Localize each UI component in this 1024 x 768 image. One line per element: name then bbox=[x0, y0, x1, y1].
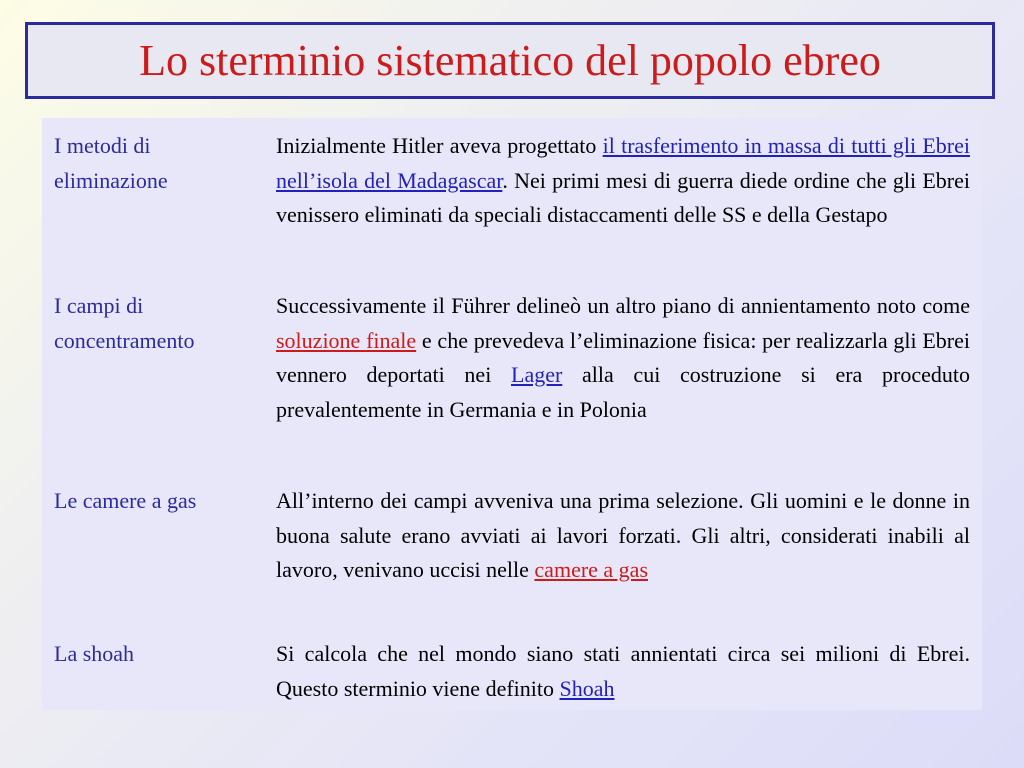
row-text bbox=[276, 484, 970, 588]
text-segment: Successivamente il Führer delineò un altro piano di annientamento noto come bbox=[276, 293, 970, 318]
text-segment: . Nei primi mesi di guerra diede ordine che gli Ebrei venissero eliminati da speciali distaccamenti delle SS e della Gestapo bbox=[276, 167, 970, 227]
madagascar-link[interactable]: il trasferimento in massa di tutti gli Ebrei nell’isola del Madagascar bbox=[276, 133, 971, 193]
text-segment: Si calcola che nel mondo siano stati annientati circa sei milioni di Ebrei. Questo sterminio viene definito bbox=[276, 641, 970, 701]
row-label-line: I campi di bbox=[54, 293, 144, 318]
slide-title: Lo sterminio sistematico del popolo ebreo bbox=[139, 35, 881, 85]
row-label-line: eliminazione bbox=[54, 167, 168, 193]
row-label bbox=[54, 289, 264, 358]
text-segment: alla cui costruzione si era proceduto prevalentemente in Germania e in Polonia bbox=[276, 362, 970, 422]
row-text bbox=[276, 637, 970, 706]
soluzione-finale-link[interactable]: soluzione finale bbox=[276, 327, 417, 353]
row-label-line: I metodi di bbox=[54, 133, 151, 158]
row-label bbox=[54, 129, 264, 198]
row-text bbox=[276, 129, 970, 233]
row-text bbox=[276, 289, 970, 427]
title-box bbox=[25, 22, 995, 99]
text-segment: e che prevedeva l’eliminazione fisica: per realizzarla gli Ebrei vennero deportati nei bbox=[276, 327, 970, 387]
camere-a-gas-link[interactable]: camere a gas bbox=[534, 557, 649, 582]
shoah-link[interactable]: Shoah bbox=[559, 675, 615, 701]
row-label: La shoah bbox=[54, 641, 135, 666]
content-panel bbox=[42, 118, 982, 710]
row-label-line: concentramento bbox=[54, 327, 195, 353]
text-segment: Inizialmente Hitler aveva progettato bbox=[276, 133, 603, 158]
row-label: Le camere a gas bbox=[54, 488, 197, 513]
text-segment: All’interno dei campi avveniva una prima selezione. Gli uomini e le donne in buona salute erano avviati ai lavori forzati. Gli altri, considerati inabili al lavoro, venivano uccisi nelle bbox=[276, 488, 970, 582]
lager-link[interactable]: Lager bbox=[511, 362, 563, 387]
